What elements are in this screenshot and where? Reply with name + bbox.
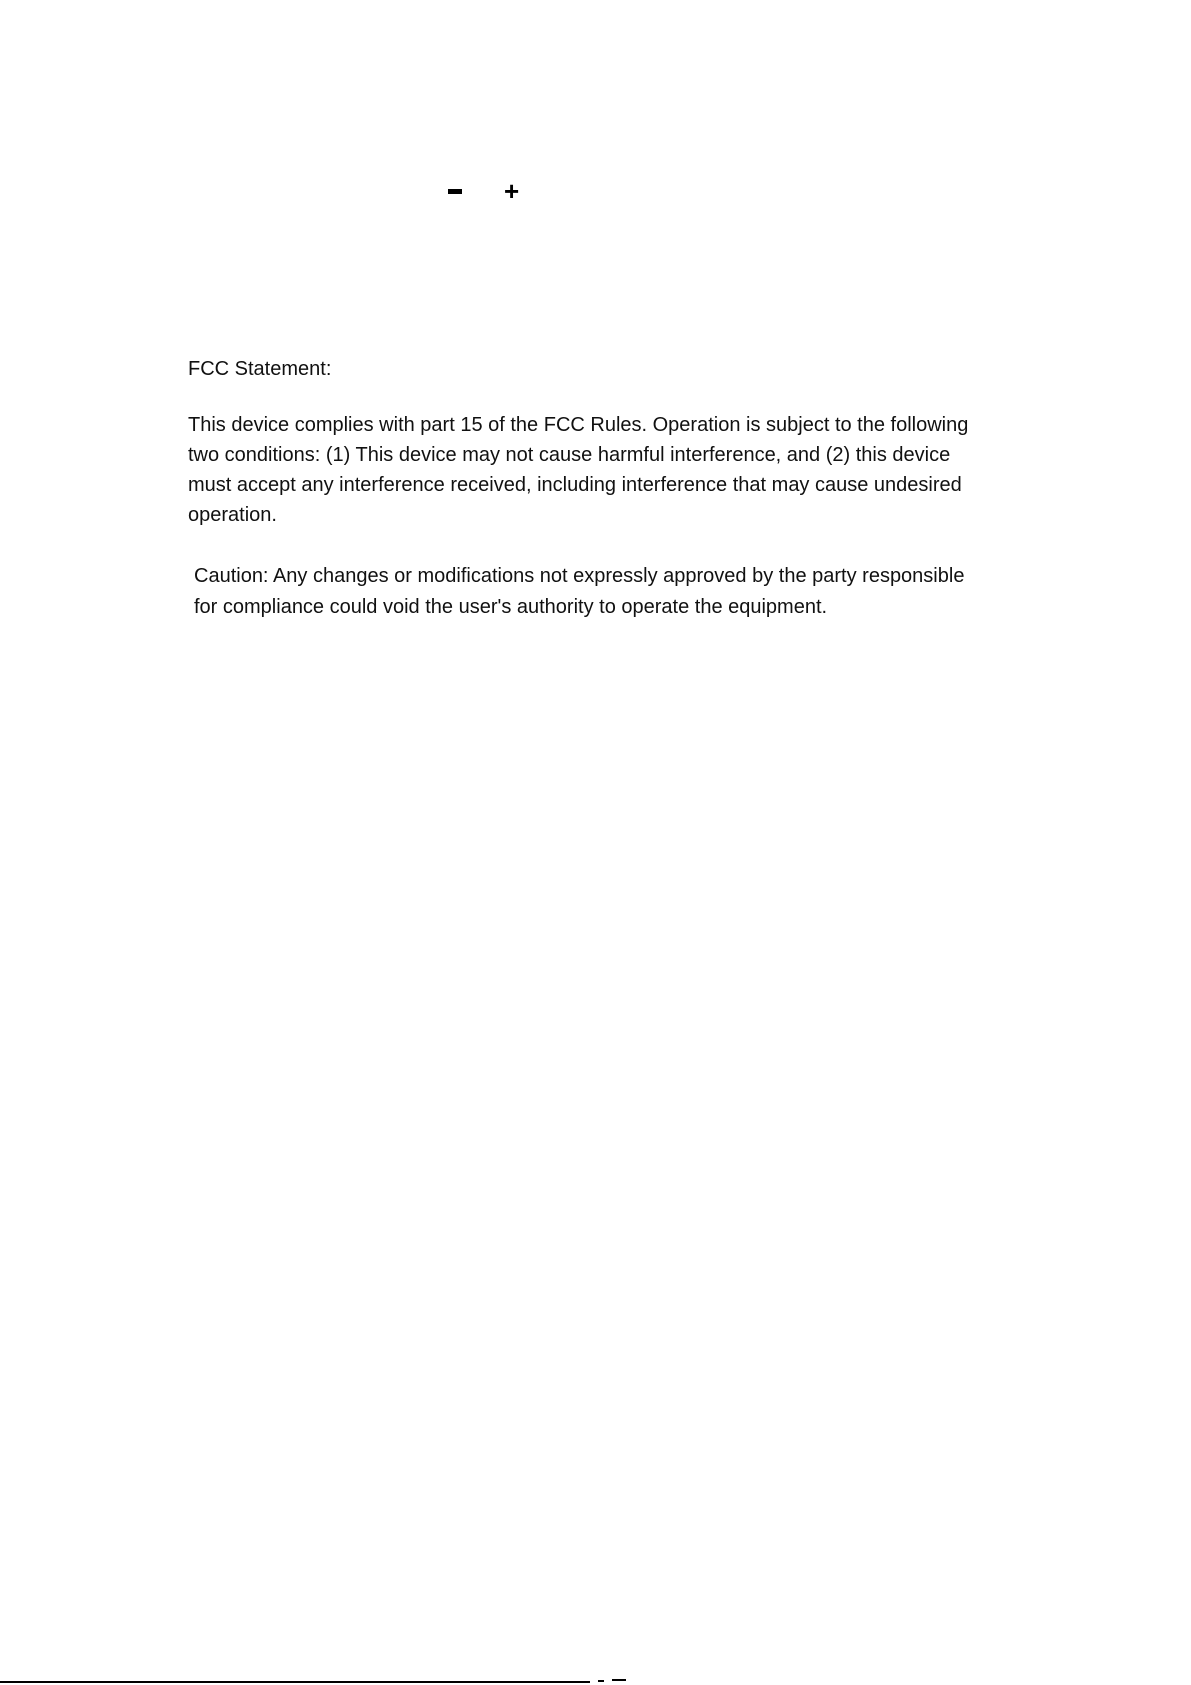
fcc-compliance-paragraph: [188, 410, 988, 530]
caution-paragraph: [194, 561, 1014, 623]
footer-mark: [612, 1679, 626, 1681]
caution-line: Caution: Any changes or modifications not expressly approved by the party responsible: [194, 565, 965, 587]
paragraph-line: operation.: [188, 504, 277, 526]
plus-icon: +: [504, 176, 520, 206]
caution-line: for compliance could void the user's authority to operate the equipment.: [194, 596, 828, 618]
fcc-statement-heading: FCC Statement:: [188, 358, 332, 380]
minus-icon: [448, 189, 462, 194]
paragraph-line: two conditions: (1) This device may not cause harmful interference, and (2) this device: [188, 444, 951, 466]
footer-mark: [598, 1680, 604, 1682]
paragraph-line: This device complies with part 15 of the FCC Rules. Operation is subject to the following: [188, 414, 969, 436]
footer-rule: [0, 1681, 590, 1683]
paragraph-line: must accept any interference received, including interference that may cause undesired: [188, 474, 962, 496]
